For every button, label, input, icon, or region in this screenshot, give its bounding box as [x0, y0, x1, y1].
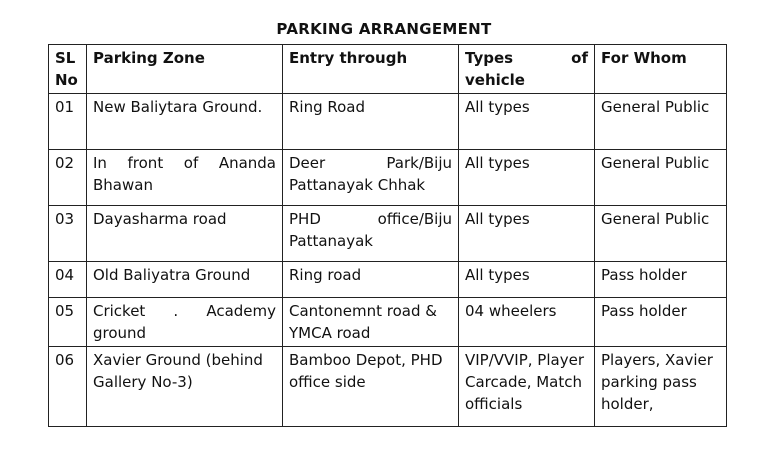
cell-entry: Bamboo Depot, PHD office side — [283, 347, 459, 427]
header-entry: Entry through — [283, 45, 459, 94]
cell-sl: 03 — [49, 206, 87, 262]
table-row — [49, 347, 727, 427]
table-row — [49, 298, 727, 347]
cell-whom: General Public — [595, 94, 727, 150]
header-types: Types of vehicle — [459, 45, 595, 94]
table-header-row — [49, 45, 727, 94]
cell-sl: 04 — [49, 262, 87, 298]
cell-sl: 05 — [49, 298, 87, 347]
parking-table — [48, 44, 727, 427]
cell-entry: Deer Park/Biju Pattanayak Chhak — [283, 150, 459, 206]
cell-whom: General Public — [595, 150, 727, 206]
cell-types: All types — [459, 206, 595, 262]
table-row — [49, 94, 727, 150]
cell-zone: New Baliytara Ground. — [87, 94, 283, 150]
table-row — [49, 262, 727, 298]
header-whom: For Whom — [595, 45, 727, 94]
cell-zone: Cricket . Academy ground — [87, 298, 283, 347]
cell-whom: Players, Xavier parking pass holder, — [595, 347, 727, 427]
cell-types: VIP/VVIP, Player Carcade, Match officials — [459, 347, 595, 427]
document-title: PARKING ARRANGEMENT — [276, 20, 492, 38]
cell-zone: Xavier Ground (behind Gallery No-3) — [87, 347, 283, 427]
cell-entry: Ring road — [283, 262, 459, 298]
cell-entry: Ring Road — [283, 94, 459, 150]
cell-whom: General Public — [595, 206, 727, 262]
cell-entry: PHD office/Biju Pattanayak — [283, 206, 459, 262]
cell-sl: 01 — [49, 94, 87, 150]
cell-zone: Old Baliyatra Ground — [87, 262, 283, 298]
table-row — [49, 206, 727, 262]
header-zone: Parking Zone — [87, 45, 283, 94]
cell-zone: Dayasharma road — [87, 206, 283, 262]
cell-types: All types — [459, 94, 595, 150]
cell-types: All types — [459, 150, 595, 206]
header-sl: SL No — [49, 45, 87, 94]
cell-zone: In front of Ananda Bhawan — [87, 150, 283, 206]
cell-sl: 06 — [49, 347, 87, 427]
cell-types: 04 wheelers — [459, 298, 595, 347]
table-row — [49, 150, 727, 206]
cell-sl: 02 — [49, 150, 87, 206]
cell-types: All types — [459, 262, 595, 298]
cell-entry: Cantonemnt road & YMCA road — [283, 298, 459, 347]
cell-whom: Pass holder — [595, 298, 727, 347]
cell-whom: Pass holder — [595, 262, 727, 298]
